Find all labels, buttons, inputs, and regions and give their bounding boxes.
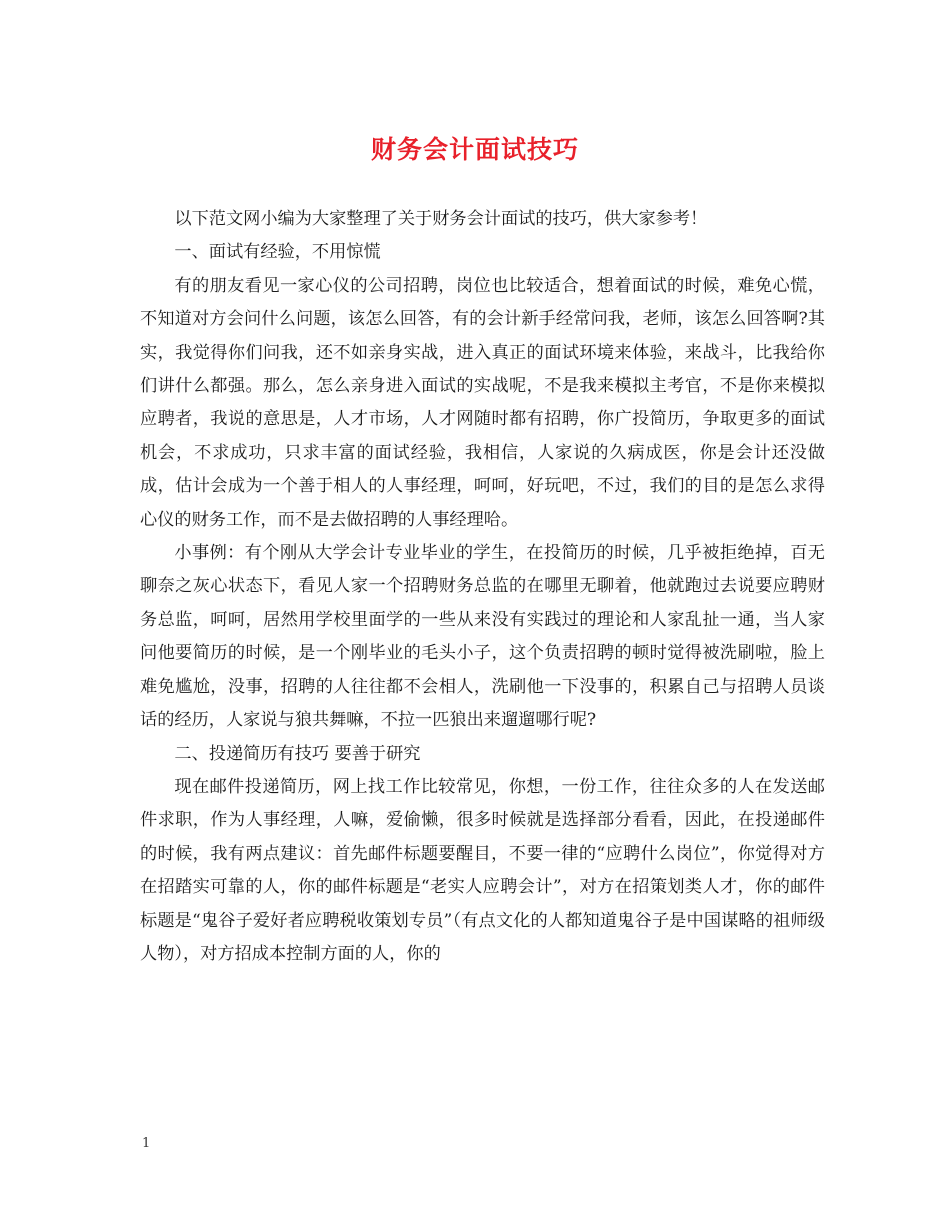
section-heading-2: 二、投递简历有技巧 要善于研究	[174, 743, 421, 764]
paragraph-2: 现在邮件投递简历，网上找工作比较常见，你想，一份工作，往往众多的人在发送邮件求职，作为人事经理，人嘛，爱偷懒，很多时候就是选择部分看看，因此，在投递邮件的时候，我有两点建议：首先邮件标题要醒目，不要一律的“应聘什么岗位”，你觉得对方在招踏实可靠的人，你的邮件标题是“老实人应聘会计”，对方在招策划类人才，你的邮件标题是“鬼谷子爱好者应聘税收策划专员”（有点文化的人都知道鬼谷子是中国谋略的祖师级人物），对方招成本控制方面的人，你的	[140, 776, 825, 964]
paragraph-intro: 以下范文网小编为大家整理了关于财务会计面试的技巧，供大家参考！	[174, 209, 708, 229]
paragraph-1: 有的朋友看见一家心仪的公司招聘，岗位也比较适合，想着面试的时候，难免心慌，不知道对方会问什么问题，该怎么回答，有的会计新手经常问我，老师，该怎么回答啊?其实，我觉得你们问我，还不如亲身实战，进入真正的面试环境来体验，来战斗，比我给你们讲什么都强。那么，怎么亲身进入面试的实战呢，不是我来模拟主考官，不是你来模拟应聘者，我说的意思是，人才市场，人才网随时都有招聘，你广投简历，争取更多的面试机会，不求成功，只求丰富的面试经验，我相信，人家说的久病成医，你是会计还没做成，估计会成为一个善于相人的人事经理，呵呵，好玩吧，不过，我们的目的是怎么求得心仪的财务工作，而不是去做招聘的人事经理哈。	[140, 275, 825, 530]
document-body	[140, 203, 825, 971]
document-title: 财务会计面试技巧	[370, 135, 579, 164]
page-number: 1	[142, 1136, 151, 1151]
paragraph-example: 小事例：有个刚从大学会计专业毕业的学生，在投简历的时候，几乎被拒绝掉，百无聊奈之灰心状态下，看见人家一个招聘财务总监的在哪里无聊着，他就跑过去说要应聘财务总监，呵呵，居然用学校里面学的一些从来没有实践过的理论和人家乱扯一通，当人家问他要简历的时候，是一个刚毕业的毛头小子，这个负责招聘的顿时觉得被洗刷啦，脸上难免尴尬，没事，招聘的人往往都不会相人，洗刷他一下没事的，积累自己与招聘人员谈话的经历，人家说与狼共舞嘛，不拉一匹狼出来遛遛哪行呢?	[140, 543, 825, 731]
section-heading-1: 一、面试有经验，不用惊慌	[174, 242, 381, 263]
